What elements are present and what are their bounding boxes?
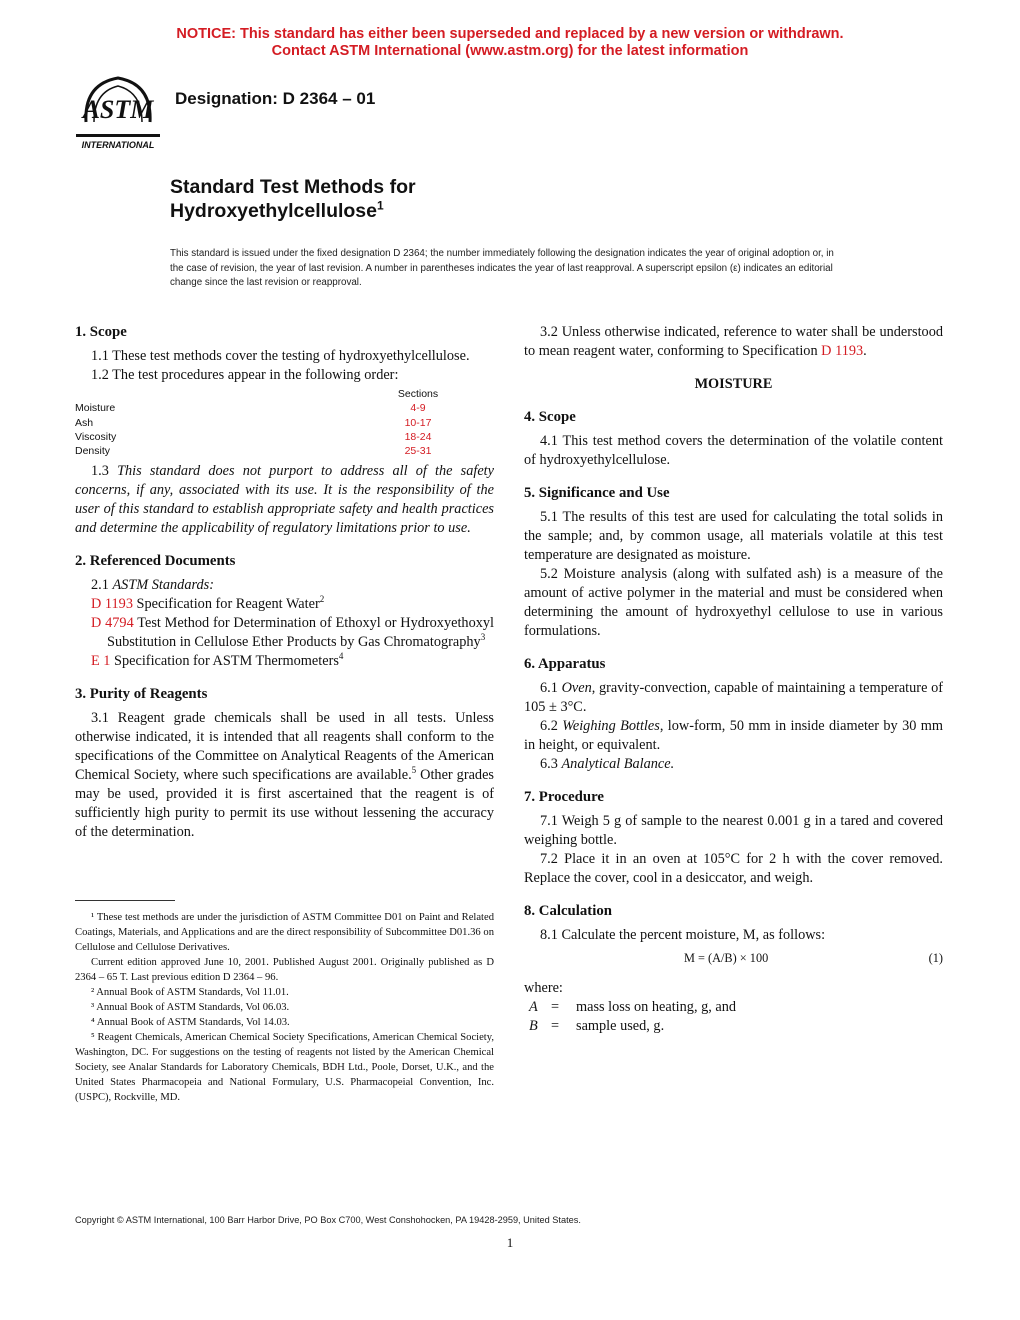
equation-number: (1) [928,951,943,965]
reference-item: D 4794 Test Method for Determination of Ethoxyl or Hydroxyethoxyl Substitution in Cellulose Ether Products by Gas Chromatography$^3$ [91,615,494,651]
paragraph: 6.3 Analytical Balance. [540,756,675,772]
footnotes [75,910,494,1105]
footnote: ³ Annual Book of ASTM Standards, Vol 06.03. [91,1002,290,1013]
right-column [524,323,943,1036]
copyright-line: Copyright © ASTM International, 100 Barr Harbor Drive, PO Box C700, West Conshohocken, PA 19428-2959, United States. [75,1215,581,1225]
paragraph: 8.1 Calculate the percent moisture, M, as follows: [540,927,826,943]
notice-line-1: NOTICE: This standard has either been superseded and replaced by a new version or withdrawn. [176,26,844,42]
paragraph: 1.3 This standard does not purport to address all of the safety concerns, if any, associated with its use. It is the responsibility of the user of this standard to establish appropriate safety and health practices and determine the applicability of regulatory limitations prior to use. [75,463,494,537]
footnote: ⁵ Reagent Chemicals, American Chemical Society Specifications, American Chemical Society, Washington, DC. For suggestions on the testing of reagents not listed by the American Chemical Society, see Analar Standards for Laboratory Chemicals, BDH Ltd., Poole, Dorset, U.K., and the United States Pharmacopeia and National Formulary, U.S. Pharmacopeial Convention, Inc. (USPC), Rockville, MD. [75,1032,494,1103]
sections-table [75,387,489,458]
supersede-notice [0,26,1020,60]
reference-link[interactable]: D 4794 [91,615,134,632]
table-row: Density 25-31 [75,444,489,458]
section-heading: 3. Purity of Reagents [75,686,208,703]
section-heading: 7. Procedure [524,789,604,805]
paragraph: 1.1 These test methods cover the testing of hydroxyethylcellulose. [91,348,470,364]
section-heading: 2. Referenced Documents [75,553,236,570]
paragraph: 2.1 ASTM Standards: [91,577,214,594]
paragraph: 6.1 Oven, gravity-convection, capable of maintaining a temperature of 105 ± 3°C. [524,680,943,715]
table-header: Sections [397,388,439,400]
section-link[interactable]: 10-17 [404,416,432,429]
section-heading: 5. Significance and Use [524,485,670,501]
paragraph: 1.2 The test procedures appear in the following order: [91,367,399,383]
document-title [170,175,416,223]
section-heading: 6. Apparatus [524,656,606,672]
section-heading: 8. Calculation [524,903,612,919]
reference-link[interactable]: D 1193 [91,596,133,613]
where-label: where: [524,980,563,996]
section-heading: 1. Scope [75,324,127,340]
equation [524,949,943,971]
footnote-rule [75,900,175,901]
reference-item: E 1 Specification for ASTM Thermometers$^4$ [91,651,344,670]
paragraph: 7.2 Place it in an oven at 105°C for 2 h with the cover removed. Replace the cover, cool in a desiccator, and weigh. [524,851,943,886]
footnote: Current edition approved June 10, 2001. Published August 2001. Originally published as D 2364 – 65 T. Last previous edition D 2364 – 96. [75,957,494,983]
table-row: Viscosity 18-24 [75,430,489,444]
paragraph: 6.2 Weighing Bottles, low-form, 50 mm in inside diameter by 30 mm in height, or equivalent. [524,718,943,753]
footnote: ⁴ Annual Book of ASTM Standards, Vol 14.03. [91,1017,290,1028]
table-row: Ash 10-17 [75,416,489,430]
reference-item: D 1193 Specification for Reagent Water$^2$ [91,594,325,613]
paragraph: 7.1 Weigh 5 g of sample to the nearest 0.001 g in a tared and covered weighing bottle. [524,813,943,848]
designation: Designation: D 2364 – 01 [175,89,376,108]
paragraph: 4.1 This test method covers the determination of the volatile content of hydroxyethylcellulose. [524,433,943,468]
astm-logo [72,72,164,156]
variable-definition: A = mass loss on heating, g, and [529,999,737,1015]
reference-link[interactable]: D 1193 [821,343,864,359]
title-line-1: Standard Test Methods for [170,176,416,198]
title-line-2: Hydroxyethylcellulose$^1$ [170,198,384,222]
footnote: ² Annual Book of ASTM Standards, Vol 11.01. [91,987,289,998]
section-heading: 4. Scope [524,409,576,425]
equation-formula: M = (A/B) × 100 [684,951,769,965]
notice-line-2: Contact ASTM International (www.astm.org) for the latest information [271,43,749,59]
footnote: ¹ These test methods are under the jurisdiction of ASTM Committee D01 on Paint and Related Coatings, Materials, and Applications and are the direct responsibility of Subcommittee D01.36 on Cellulose and Cellulose Derivatives. [75,912,494,953]
paragraph: 5.2 Moisture analysis (along with sulfated ash) is a measure of the amount of active polymer in the material and must be considered when determining the amount of hydroxyethyl cellulose to use in various formulations. [524,566,943,639]
paragraph: 5.1 The results of this test are used for calculating the total solids in the sample; and, by common usage, all materials volatile at this test temperature are designated as moisture. [524,509,943,563]
part-heading: MOISTURE [694,376,773,392]
variable-definition: B = sample used, g. [529,1018,665,1034]
reference-link[interactable]: E 1 [91,653,111,670]
svg-text:ASTM: ASTM [82,95,154,124]
page-number: 1 [506,1235,514,1250]
table-row: Moisture 4-9 [75,401,489,415]
svg-text:INTERNATIONAL: INTERNATIONAL [81,140,155,150]
section-link[interactable]: 18-24 [404,430,432,443]
paragraph: 3.1 Reagent grade chemicals shall be used in all tests. Unless otherwise indicated, it is intended that all reagents shall conform to the specifications of the Committee on Analytical Reagents of the American Chemical Society, where such specifications are available.$^5$ Other grades may be used, provided it is first ascertained that the reagent is of sufficiently high purity to permit its use without lessening the accuracy of the determination. [75,710,494,841]
left-column [75,323,494,842]
section-link[interactable]: 4-9 [410,402,426,415]
paragraph: 3.2 Unless otherwise indicated, reference to water shall be understood to mean reagent water, conforming to Specification D 1193. [524,324,943,359]
section-link[interactable]: 25-31 [404,445,432,458]
issuance-note: This standard is issued under the fixed designation D 2364; the number immediately following the designation indicates the year of original adoption or, in the case of revision, the year of last revision. A number in parentheses indicates the year of last reapproval. A superscript epsilon (ε) indicates an editorial change since the last revision or reapproval. [170,248,834,288]
